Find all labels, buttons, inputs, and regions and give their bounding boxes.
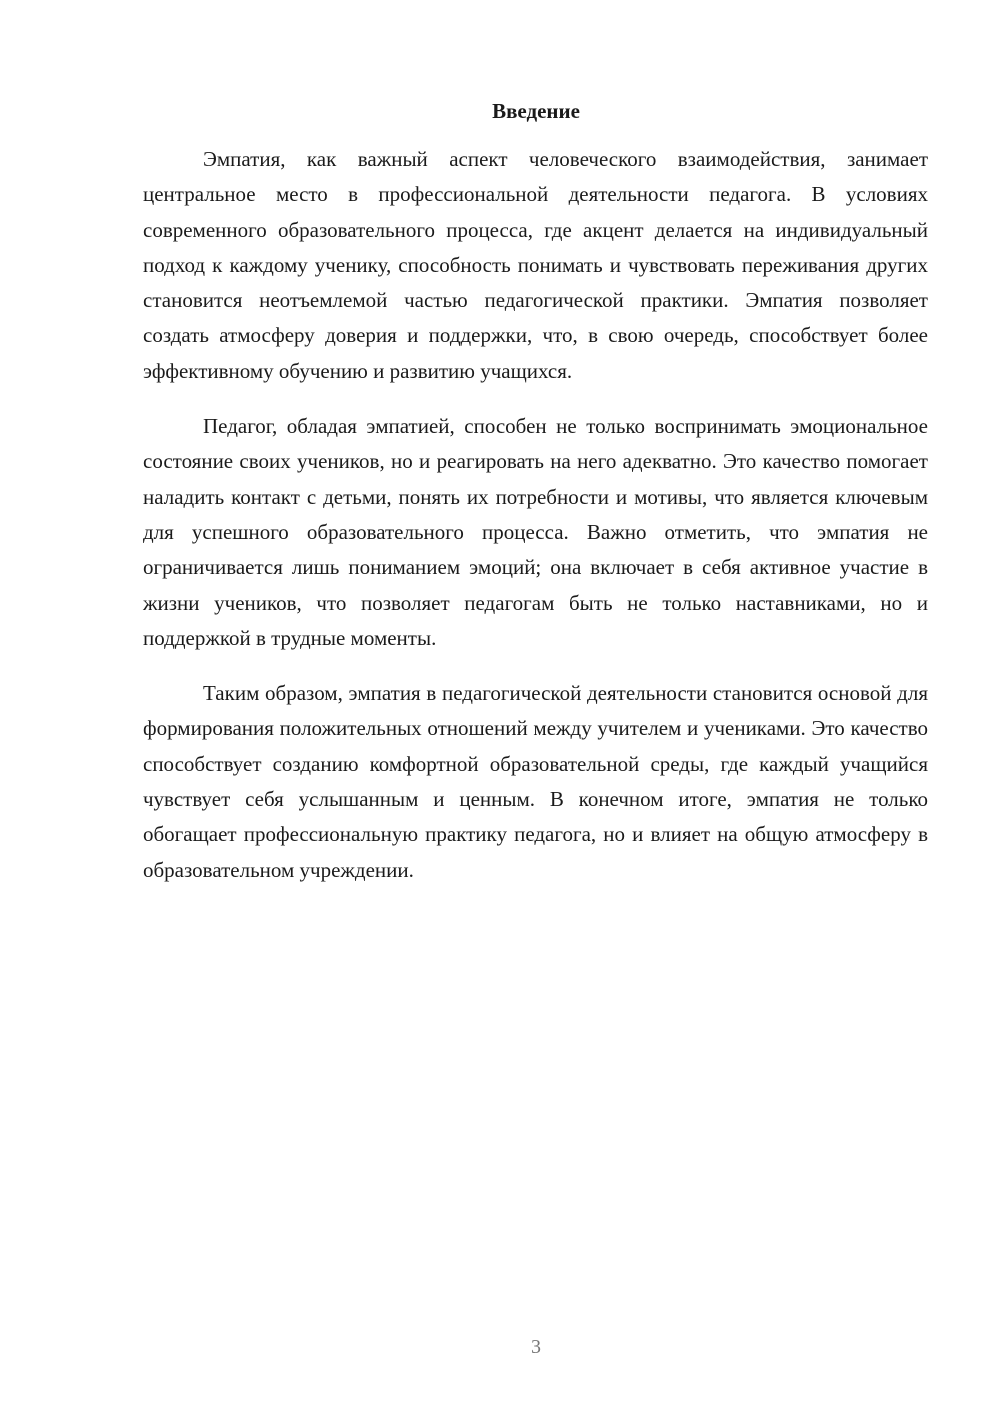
section-heading: Введение (492, 99, 580, 123)
paragraph-3: Таким образом, эмпатия в педагогической деятельности становится основой для формирования положительных отношений между учителем и учениками. Это качество способствует созданию комфортной образовательной среды, где каждый учащийся чувствует себя услышанным и ценным. В конечном итоге, эмпатия не только обогащает профессиональную практику педагога, но и влияет на общую атмосферу в образовательном учреждении. (143, 681, 928, 882)
paragraph-2: Педагог, обладая эмпатией, способен не только воспринимать эмоциональное состояние своих учеников, но и реагировать на него адекватно. Это качество помогает наладить контакт с детьми, понять их потребности и мотивы, что является ключевым для успешного образовательного процесса. Важно отметить, что эмпатия не ограничивается лишь пониманием эмоций; она включает в себя активное участие в жизни учеников, что позволяет педагогам быть не только наставниками, но и поддержкой в трудные моменты. (143, 414, 928, 650)
paragraph-1: Эмпатия, как важный аспект человеческого взаимодействия, занимает центральное место в профессиональной деятельности педагога. В условиях современного образовательного процесса, где акцент делается на индивидуальный подход к каждому ученику, способность понимать и чувствовать переживания других становится неотъемлемой частью педагогической практики. Эмпатия позволяет создать атмосферу доверия и поддержки, что, в свою очередь, способствует более эффективному обучению и развитию учащихся. (143, 147, 928, 383)
page-number: 3 (531, 1336, 541, 1358)
body-text (143, 142, 928, 908)
